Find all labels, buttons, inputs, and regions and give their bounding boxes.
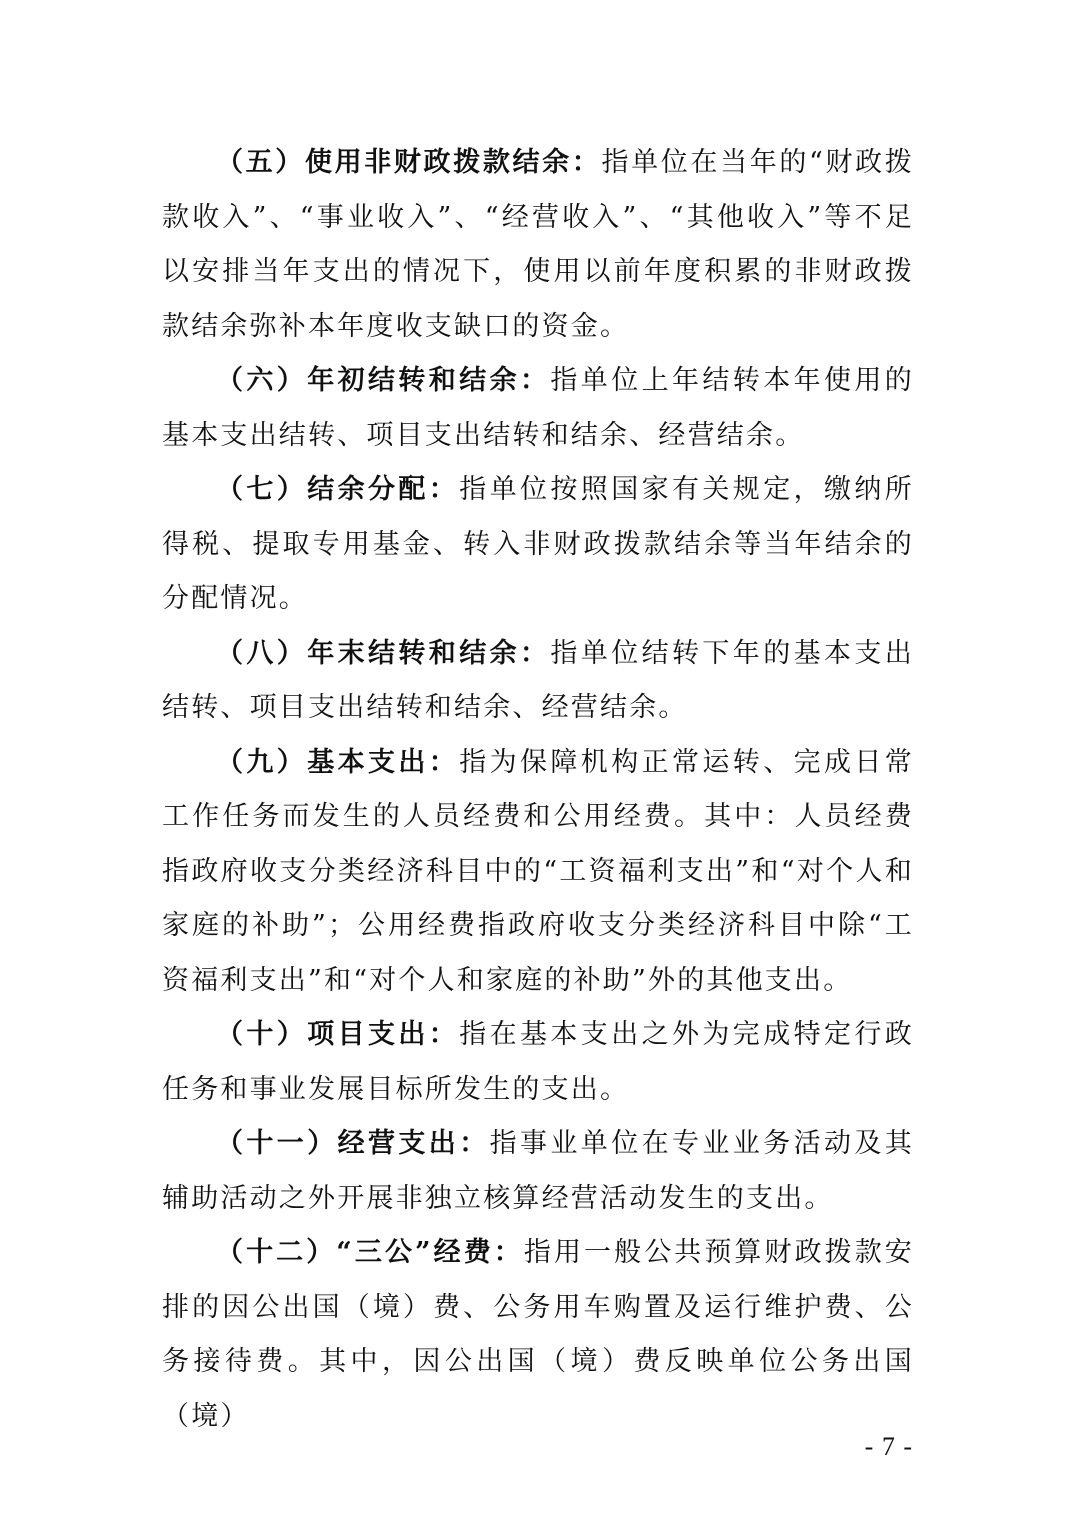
term-definition: 指单位上年结转本年使用的基本支出结转、项目支出结转和结余、经营结余。 [162,365,915,451]
term-definition: 指单位结转下年的基本支出结转、项目支出结转和结余、经营结余。 [162,637,915,723]
paragraph-8 [162,627,914,736]
term-label: （六）年初结转和结余： [216,365,551,396]
term-definition: 指单位按照国家有关规定，缴纳所得税、提取专用基金、转入非财政拨款结余等当年结余的分配情况。 [162,474,914,614]
paragraph-6 [162,354,914,463]
paragraph-10 [162,1008,914,1117]
paragraph-11 [162,1117,914,1226]
term-definition: 指单位在当年的“财政拨款收入”、“事业收入”、“经营收入”、“其他收入”等不足以安排当年支出的情况下，使用以前年度积累的非财政拨款结余弥补本年度收支缺口的资金。 [162,147,914,342]
document-body [162,136,914,1444]
paragraph-12 [162,1226,914,1444]
term-label: （七）结余分配： [216,474,460,505]
paragraph-5 [162,136,914,354]
term-label: （五）使用非财政拨款结余： [216,147,602,178]
paragraph-9 [162,736,914,1009]
page-number: - 7 - [864,1432,913,1461]
term-definition: 指为保障机构正常运转、完成日常工作任务而发生的人员经费和公用经费。其中：人员经费指政府收支分类经济科目中的“工资福利支出”和“对个人和家庭的补助”；公用经费指政府收支分类经济科目中除“工资福利支出”和“对个人和家庭的补助”外的其他支出。 [162,746,914,996]
paragraph-7 [162,463,914,627]
term-label: （九）基本支出： [216,746,460,778]
term-label: （十一）经营支出： [216,1128,490,1159]
term-definition: 指事业单位在专业业务活动及其辅助活动之外开展非独立核算经营活动发生的支出。 [162,1128,914,1214]
term-definition: 指在基本支出之外为完成特定行政任务和事业发展目标所发生的支出。 [162,1019,914,1105]
term-label: （十）项目支出： [216,1019,460,1050]
term-label: （八）年末结转和结余： [216,637,551,669]
term-definition: 指用一般公共预算财政拨款安排的因公出国（境）费、公务用车购置及运行维护费、公务接待费。其中，因公出国（境）费反映单位公务出国（境） [162,1237,914,1432]
term-label: （十二）“三公”经费： [216,1237,524,1268]
